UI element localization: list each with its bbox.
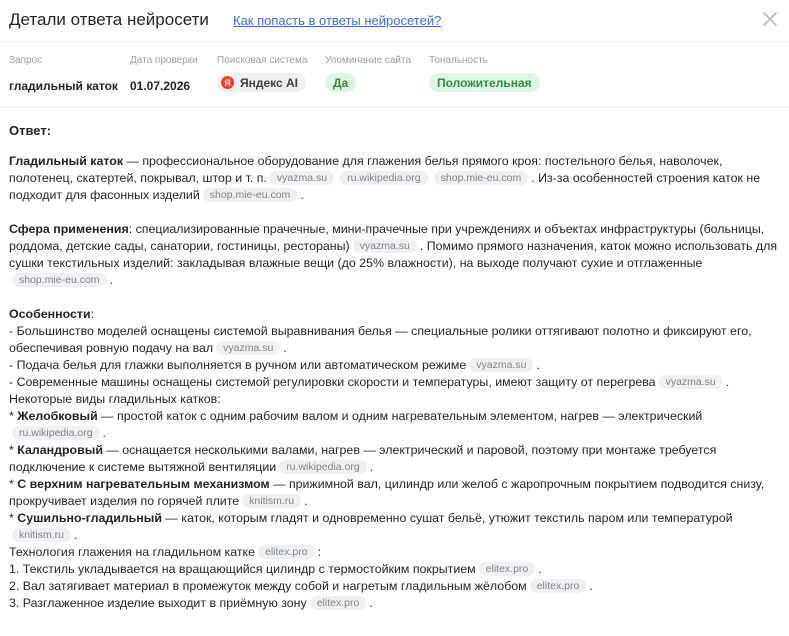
- paragraph-usage: Сфера применения: специализированные прачечные, мини-прачечные при учреждениях и объектах инфраструктуры (больницы, роддома, детские сады, санатории, гостиницы, рестораны) vyazma.su . Помимо прямого назначения, каток можно использовать для сушки текстильных изделий: закладывая влажные вещи (до 25% влажности), на выходе получают сухие и отглаженныеshop.mie-eu.com .: [9, 222, 778, 287]
- close-icon: [762, 11, 778, 27]
- dialog-title: Детали ответа нейросети: [9, 10, 209, 29]
- source-chip[interactable]: ru.wikipedia.org: [12, 426, 100, 440]
- list-item: * С верхним нагревательным механизмом — прижимной вал, цилиндр или желоб с жаропрочным покрытием подводится снизу, прокручивает изделия по горячей плите knitism.ru .: [9, 477, 765, 508]
- source-chip[interactable]: vyazma.su: [353, 239, 417, 253]
- query-label: Запрос: [9, 55, 43, 66]
- source-chip[interactable]: vyazma.su: [659, 375, 723, 389]
- source-chip[interactable]: elitex.pro: [479, 562, 536, 576]
- tech-intro: Технология глажения на гладильном катке elitex.pro :: [9, 545, 322, 559]
- mention-badge: Да: [325, 73, 356, 92]
- term-usage: Сфера применения: [9, 222, 129, 236]
- list-item: * Каландровый — оснащается несколькими валами, нагрев — электрический и паровой, поэтому при монтаже требуется подключение к системе вытяжной вентиляции ru.wikipedia.org .: [9, 443, 717, 474]
- source-chip[interactable]: vyazma.su: [270, 171, 334, 185]
- answer-heading: Ответ:: [9, 123, 52, 138]
- types-intro: Некоторые виды гладильных катков:: [9, 392, 221, 406]
- date-label: Дата проверки: [130, 55, 198, 66]
- query-column: [9, 55, 118, 93]
- source-chip[interactable]: shop.mie-eu.com: [12, 273, 107, 287]
- query-value: гладильный каток: [9, 79, 118, 93]
- dialog-header: [0, 0, 789, 42]
- source-chip[interactable]: ru.wikipedia.org: [340, 171, 428, 185]
- source-chip[interactable]: vyazma.su: [216, 341, 280, 355]
- engine-badge: [217, 73, 306, 92]
- paragraph-definition: Гладильный каток — профессиональное оборудование для глажения белья прямого кроя: постельного белья, наволочек, полотенец, скатертей, покрывал, штор и т. п. vyazma.su ru.wikipedia.org shop.mie-eu.com . Из-за особенностей строения каток не подходит для фасонных изделий shop.mie-eu.com .: [9, 154, 761, 202]
- mention-column: [325, 55, 411, 92]
- source-chip[interactable]: vyazma.su: [469, 358, 533, 372]
- engine-column: [217, 55, 307, 92]
- meta-panel: [0, 42, 789, 108]
- term-ironing-roller: Гладильный каток: [9, 154, 124, 168]
- engine-value: Яндекс AI: [240, 75, 299, 90]
- answer-body: [0, 108, 789, 612]
- list-item: * Сушильно-гладильный — каток, которым гладят и одновременно сушат бельё, утюжит текстиль паром или температуройknitism.ru .: [9, 511, 733, 542]
- list-item: 3. Разглаженное изделие выходит в приёмную зону elitex.pro .: [9, 596, 373, 610]
- list-item: * Желобковый — простой каток с одним рабочим валом и одним нагревательным элементом, нагрев — электрическийru.wikipedia.org .: [9, 409, 703, 440]
- tone-label: Тональность: [429, 55, 488, 66]
- source-chip[interactable]: shop.mie-eu.com: [203, 188, 298, 202]
- source-chip[interactable]: shop.mie-eu.com: [434, 171, 529, 185]
- source-chip[interactable]: knitism.ru: [12, 528, 71, 542]
- source-chip[interactable]: elitex.pro: [310, 596, 367, 610]
- engine-label: Поисковая система: [217, 55, 308, 66]
- date-value: 01.07.2026: [130, 79, 191, 93]
- help-link[interactable]: Как попасть в ответы нейросетей?: [233, 13, 442, 28]
- list-item: 1. Текстиль укладывается на вращающийся цилиндр с термостойким покрытием elitex.pro .: [9, 562, 542, 576]
- list-item: - Современные машины оснащены системой регулировки скорости и температуры, имеют защиту от перегрева vyazma.su .: [9, 375, 730, 389]
- source-chip[interactable]: elitex.pro: [258, 545, 315, 559]
- list-item: 2. Вал затягивает материал в промежуток между собой и нагретым гладильным жёлобом elitex.pro .: [9, 579, 593, 593]
- source-chip[interactable]: knitism.ru: [242, 494, 301, 508]
- source-chip[interactable]: ru.wikipedia.org: [279, 460, 367, 474]
- mention-label: Упоминание сайта: [325, 55, 412, 66]
- close-button[interactable]: [762, 11, 780, 29]
- list-item: - Подача белья для глажки выполняется в ручном или автоматическом режиме vyazma.su .: [9, 358, 540, 372]
- tone-column: [429, 55, 540, 92]
- source-chip[interactable]: elitex.pro: [530, 579, 587, 593]
- tone-badge: Положительная: [429, 73, 540, 92]
- paragraph-features: Особенности:: [9, 307, 95, 321]
- date-column: [130, 55, 198, 93]
- term-features: Особенности: [9, 307, 91, 321]
- list-item: - Большинство моделей оснащены системой выравнивания белья — специальные ролики оттягивают полотно и фиксируют его, обеспечивая ровную подачу на вал vyazma.su .: [9, 324, 752, 355]
- yandex-icon: Я: [221, 76, 234, 89]
